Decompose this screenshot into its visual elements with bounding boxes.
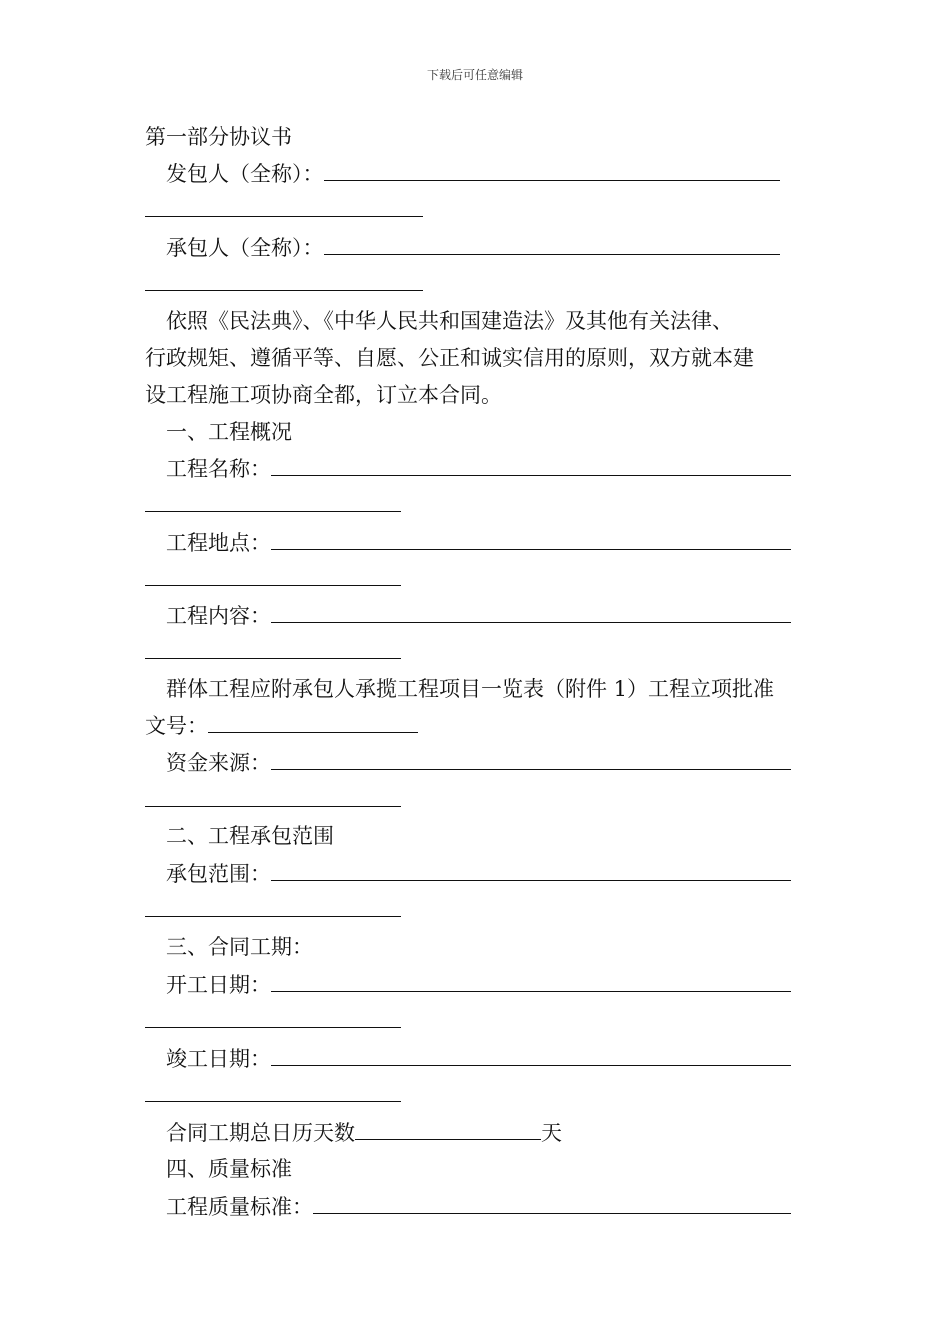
scope-blank[interactable] xyxy=(271,860,791,881)
project-content-row xyxy=(166,602,791,629)
completion-date-blank-continued[interactable] xyxy=(145,1101,401,1102)
project-name-blank-continued[interactable] xyxy=(145,511,401,512)
section-heading-2: 二、工程承包范围 xyxy=(166,824,334,848)
scope-label: 承包范围： xyxy=(166,862,271,886)
funding-label: 资金来源： xyxy=(166,751,271,775)
project-content-blank[interactable] xyxy=(271,602,791,623)
approval-number-row xyxy=(145,712,418,739)
project-content-label: 工程内容： xyxy=(166,604,271,628)
funding-blank[interactable] xyxy=(271,749,791,770)
scope-blank-continued[interactable] xyxy=(145,916,401,917)
total-days-label: 合同工期总日历天数 xyxy=(166,1121,355,1145)
approval-number-blank[interactable] xyxy=(208,712,418,733)
section-heading-3: 三、合同工期： xyxy=(166,935,313,959)
project-location-blank[interactable] xyxy=(271,529,791,550)
quality-row xyxy=(166,1193,791,1220)
section-heading-4: 四、质量标准 xyxy=(166,1157,292,1181)
employer-blank-continued[interactable] xyxy=(145,216,423,217)
page-header: 下载后可任意编辑 xyxy=(426,68,523,82)
project-name-row xyxy=(166,455,791,482)
contractor-label: 承包人（全称）： xyxy=(166,236,324,260)
project-name-blank[interactable] xyxy=(271,455,791,476)
part-title: 第一部分协议书 xyxy=(145,125,292,149)
paragraph-line-1: 依照《民法典》、《中华人民共和国建造法》及其他有关法律、 xyxy=(166,309,733,333)
funding-row xyxy=(166,749,791,776)
employer-blank[interactable] xyxy=(324,160,780,181)
start-date-blank-continued[interactable] xyxy=(145,1027,401,1028)
contractor-blank-continued[interactable] xyxy=(145,290,423,291)
project-location-blank-continued[interactable] xyxy=(145,585,401,586)
paragraph-line-3: 设工程施工项协商全都，订立本合同。 xyxy=(145,383,502,407)
start-date-row xyxy=(166,971,791,998)
project-content-blank-continued[interactable] xyxy=(145,658,401,659)
section-heading-1: 一、工程概况 xyxy=(166,420,292,444)
contractor-row xyxy=(166,234,780,261)
scope-row xyxy=(166,860,791,887)
start-date-blank[interactable] xyxy=(271,971,791,992)
project-name-label: 工程名称： xyxy=(166,457,271,481)
employer-label: 发包人（全称）： xyxy=(166,162,324,186)
completion-date-row xyxy=(166,1045,791,1072)
start-date-label: 开工日期： xyxy=(166,973,271,997)
group-note-line-1: 群体工程应附承包人承揽工程项目一览表（附件 1）工程立项批准 xyxy=(166,677,775,701)
project-location-label: 工程地点： xyxy=(166,531,271,555)
completion-date-label: 竣工日期： xyxy=(166,1047,271,1071)
approval-number-label: 文号： xyxy=(145,714,208,738)
total-days-row xyxy=(166,1119,562,1146)
paragraph-line-2: 行政规矩、遵循平等、自愿、公正和诚实信用的原则，双方就本建 xyxy=(145,346,754,370)
total-days-blank[interactable] xyxy=(355,1119,541,1140)
contractor-blank[interactable] xyxy=(324,234,780,255)
completion-date-blank[interactable] xyxy=(271,1045,791,1066)
funding-blank-continued[interactable] xyxy=(145,806,401,807)
quality-blank[interactable] xyxy=(313,1193,791,1214)
employer-row xyxy=(166,160,780,187)
days-unit: 天 xyxy=(541,1121,562,1145)
project-location-row xyxy=(166,529,791,556)
quality-label: 工程质量标准： xyxy=(166,1195,313,1219)
